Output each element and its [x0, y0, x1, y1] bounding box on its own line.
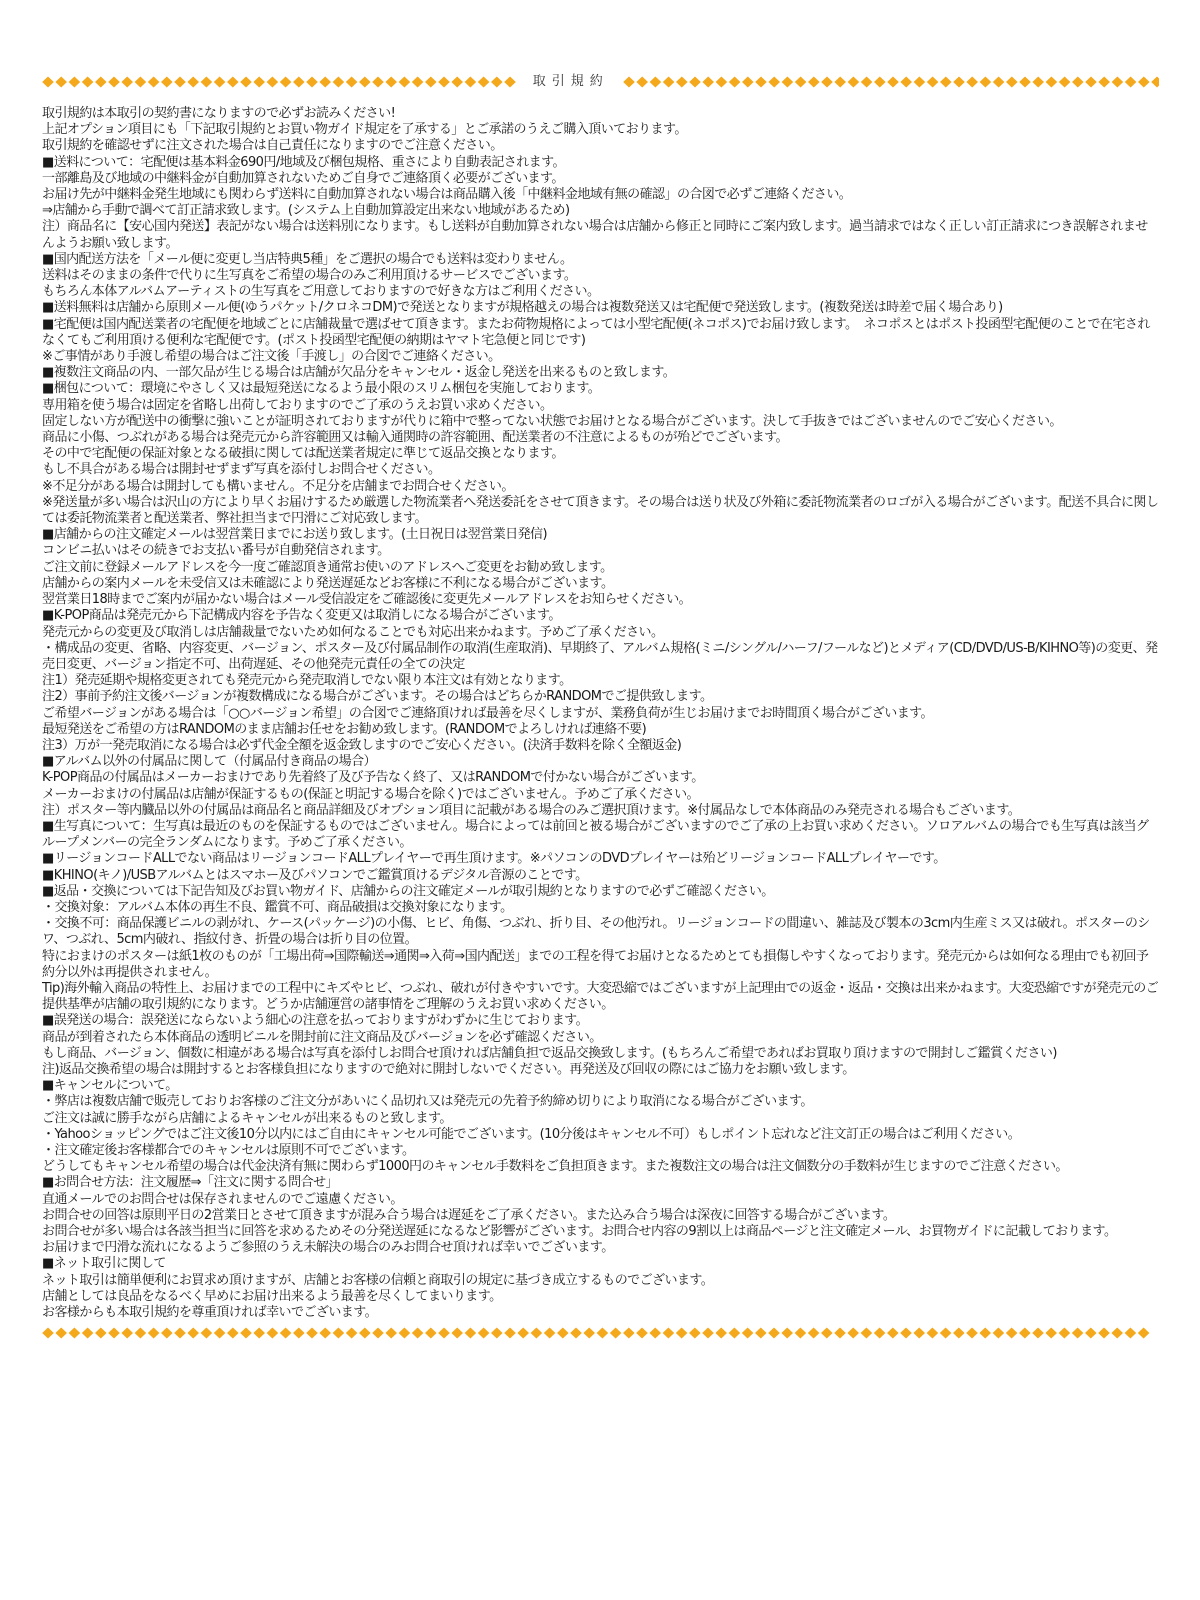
terms-paragraph: K-POP商品の付属品はメーカーおまけであり先着終了及び予告なく終了、又はRANDOMで付かない場合がございます。 — [42, 770, 704, 786]
terms-paragraph: どうしてもキャンセル希望の場合は代金決済有無に関わらず1000円のキャンセル手数料をご負担頂きます。また複数注文の場合は注文個数分の手数料が生じますのでご注意ください。 — [42, 1159, 1068, 1175]
terms-paragraph: 特におまけのポスターは紙1枚のものが「工場出荷⇒国際輸送⇒通関⇒入荷⇒国内配送」までの工程を得てお届けとなるためとても損傷しやすくなっております。発売元からは如何なる理由でも初回予約分以外は再提供されません。 — [42, 948, 1149, 980]
terms-paragraph: ■送料について：宅配便は基本料金690円/地域及び梱包規格、重さにより自動表記されます。 — [42, 154, 565, 170]
section-header — [42, 70, 1159, 94]
terms-paragraph: ■リージョンコードALLでない商品はリージョンコードALLプレイヤーで再生頂けます。※パソコンのDVDプレイヤーは殆どリージョンコードALLプレイヤーです。 — [42, 851, 946, 867]
terms-paragraph: お客様からも本取引規約を尊重頂ければ幸いでございます。 — [42, 1305, 378, 1321]
terms-paragraph: ■キャンセルについて。 — [42, 1078, 178, 1094]
terms-paragraph: ご希望バージョンがある場合は「○○バージョン希望」の合図でご連絡頂ければ最善を尽くしますが、業務負荷が生じお届けまでお時間頂く場合がございます。 — [42, 705, 934, 721]
terms-paragraph: お届け先が中継料金発生地域にも関わらず送料に自動加算されない場合は商品購入後「中継料金地域有無の確認」の合図で必ずご連絡ください。 — [42, 187, 852, 203]
terms-paragraph: ・Yahooショッピングではご注文後10分以内にはご自由にキャンセル可能でございます。(10分後はキャンセル不可）もしポイント忘れなど注文訂正の場合はご利用ください。 — [42, 1126, 1021, 1142]
terms-paragraph: ■店舗からの注文確定メールは翌営業日までにお送り致します。(土日祝日は翌営業日発信) — [42, 527, 548, 543]
terms-document — [42, 70, 1159, 1339]
terms-paragraph: ■複数注文商品の内、一部欠品が生じる場合は店舗が欠品分をキャンセル・返金し発送を出来るものと致します。 — [42, 365, 676, 381]
terms-paragraph: ⇒店舗から手動で調べて訂正請求致します。(システム上自動加算設定出来ない地域があるため) — [42, 203, 570, 219]
terms-paragraph: 商品に小傷、つぶれがある場合は発売元から許容範囲又は輸入通関時の許容範囲、配送業者の不注意によるものが殆どでございます。 — [42, 430, 788, 446]
terms-paragraph: 注)返品交換希望の場合は開封するとお客様負担になりますので絶対に開封しないでください。再発送及び回収の際にはご協力をお願い致します。 — [42, 1061, 855, 1077]
terms-paragraph: 直通メールでのお問合せは保存されませんのでご遠慮ください。 — [42, 1191, 403, 1207]
terms-paragraph: 注）商品名に【安心国内発送】表記がない場合は送料別になります。もし送料が自動加算されない場合は店舗から修正と同時にご案内致します。過当請求ではなく正しい訂正請求につき誤解されませんようお願い致します。 — [42, 219, 1148, 251]
terms-paragraph: 注）ポスター等内臓品以外の付属品は商品名と商品詳細及びオプション項目に記載がある場合のみご選択頂けます。※付属品なしで本体商品のみ発売される場合もございます。 — [42, 802, 1021, 818]
terms-paragraph: ※ご事情があり手渡し希望の場合はご注文後「手渡し」の合図でご連絡ください。 — [42, 349, 501, 365]
terms-paragraph: ・注文確定後お客様都合でのキャンセルは原則不可でございます。 — [42, 1143, 415, 1158]
terms-paragraph: 店舗からの案内メールを未受信又は未確認により発送遅延などお客様に不利になる場合がございます。 — [42, 575, 614, 591]
terms-paragraph: 取引規約を確認せずに注文された場合は自己責任になりますのでご注意ください。 — [42, 138, 503, 154]
terms-paragraph: 専用箱を使う場合は固定を省略し出荷しておりますのでご了承のうえお買い求めください。 — [42, 397, 553, 413]
terms-paragraph: ※発送量が多い場合は沢山の方により早くお届けするため厳選した物流業者へ発送委託をさせて頂きます。その場合は送り状及び外箱に委託物流業者のロゴが入る場合がございます。配送不具合に関しては委託物流業者と配送業者、弊社担当まで円滑にご対応致します。 — [42, 494, 1159, 527]
terms-paragraph: ※不足分がある場合は開封しても構いません。不足分を店舗までお問合せください。 — [42, 478, 514, 494]
terms-paragraph: お問合せが多い場合は各該当担当に回答を求めるためその分発送遅延になるなど影響がございます。お問合せ内容の9割以上は商品ページと注文確定メール、お買物ガイドに記載しております。 — [42, 1224, 1117, 1240]
terms-paragraph: Tip)海外輸入商品の特性上、お届けまでの工程中にキズやヒビ、つぶれ、破れが付きやすいです。大変恐縮ではございますが上記理由での返金・返品・交換は出来かねます。大変恐縮ですが発売元のご提供基準が店舗の取引規約になります。どうか店舗運営の諸事情をご理解のうえお買い求めください。 — [42, 980, 1159, 1013]
terms-body — [42, 106, 1159, 1321]
terms-paragraph: 送料はそのままの条件で代りに生写真をご希望の場合のみご利用頂けるサービスでございます。 — [42, 268, 577, 284]
terms-paragraph: 注3）万が一発売取消になる場合は必ず代金全額を返金致しますのでご安心ください。(決済手数料を除く全額返金) — [42, 737, 682, 753]
terms-paragraph: もちろん本体アルバムアーティストの生写真をご用意しておりますので好きな方はご利用ください。 — [42, 284, 600, 300]
terms-paragraph: ■K-POP商品は発売元から下記構成内容を予告なく変更又は取消しになる場合がございます。 — [42, 608, 561, 624]
terms-paragraph: 固定しない方が配送中の衝撃に強いことが証明されておりますが代りに箱中で整ってない状態でお届けとなる場合がございます。決して手抜きではございませんのでご安心ください。 — [42, 413, 1062, 429]
terms-paragraph: その中で宅配便の保証対象となる破損に関しては配送業者規定に準じて返品交換となります。 — [42, 446, 564, 462]
terms-paragraph: コンビニ払いはその続きでお支払い番号が自動発信されます。 — [42, 543, 390, 559]
terms-paragraph: 注2）事前予約注文後バージョンが複数構成になる場合がございます。その場合はどちらかRANDOMでご提供致します。 — [42, 689, 713, 705]
terms-paragraph: 注1）発売延期や規格変更されても発売元から発売取消しでない限り本注文は有効となります。 — [42, 673, 572, 689]
terms-paragraph: お問合せの回答は原則平日の2営業日とさせて頂きますが混み合う場合は遅延をご了承ください。また込み合う場合は深夜に回答する場合がございます。 — [42, 1207, 896, 1223]
terms-paragraph: ネット取引は簡単便利にお買求め頂けますが、店舗とお客様の信頼と商取引の規定に基づき成立するものでございます。 — [42, 1272, 714, 1288]
terms-paragraph: ■KHINO(キノ)/USBアルバムとはスマホー及びパソコンでご鑑賞頂けるデジタル音源のことです。 — [42, 867, 588, 883]
terms-paragraph: 翌営業日18時までご案内が届かない場合はメール受信設定をご確認後に変更先メールアドレスをお知らせください。 — [42, 592, 692, 608]
diamond-border-bottom — [42, 1327, 1159, 1339]
terms-paragraph: 店舗としては良品をなるべく早めにお届け出来るよう最善を尽くしてまいります。 — [42, 1288, 502, 1304]
terms-paragraph: ・交換不可：商品保護ビニルの剥がれ、ケース(パッケージ)の小傷、ヒビ、角傷、つぶれ、折り目、その他汚れ。リージョンコードの間違い、雑誌及び製本の3cm内生産ミス又は破れ。ポスターのシワ、つぶれ、5cm内破れ、指紋付き、折畳の場合は折り目の位置。 — [42, 916, 1150, 948]
terms-paragraph: ■送料無料は店舗から原則メール便(ゆうパケット/クロネコDM)で発送となりますが規格越えの場合は複数発送又は宅配便で発送致します。(複数発送は時差で届く場合あり) — [42, 300, 1003, 316]
terms-paragraph: ■国内配送方法を「メール便に変更し当店特典5種」をご選択の場合でも送料は変わりません。 — [42, 251, 573, 267]
terms-paragraph: ・交換対象：アルバム本体の再生不良、鑑賞不可、商品破損は交換対象になります。 — [42, 899, 513, 915]
diamond-border-left — [42, 76, 519, 88]
diamond-border-right — [623, 76, 1159, 88]
diamond-pattern-icon — [42, 76, 519, 88]
terms-paragraph: 発売元からの変更及び取消しは店舗裁量でないため如何なることでも対応出来かねます。予めご了承ください。 — [42, 624, 664, 640]
terms-paragraph: ■梱包について：環境にやさしく又は最短発送になるよう最小限のスリム梱包を実施しております。 — [42, 381, 601, 397]
terms-paragraph: 取引規約は本取引の契約書になりますので必ずお読みください! — [42, 106, 396, 121]
terms-paragraph: ■お問合せ方法：注文履歴⇒「注文に関する問合せ」 — [42, 1175, 338, 1191]
terms-paragraph: 最短発送をご希望の方はRANDOMのまま店舗お任せをお勧め致します。(RANDOMでよろしければ連絡不要) — [42, 721, 647, 737]
terms-paragraph: ご注文前に登録メールアドレスを今一度ご確認頂き通常お使いのアドレスへご変更をお勧め致します。 — [42, 559, 613, 575]
terms-paragraph: メーカーおまけの付属品は店舗が保証するもの(保証と明記する場合を除く)ではございません。予めご了承ください。 — [42, 786, 699, 802]
terms-paragraph: お届けまで円滑な流れになるようご参照のうえ未解決の場合のみお問合せ頂ければ幸いでございます。 — [42, 1240, 614, 1256]
terms-paragraph: もし商品、バージョン、個数に相違がある場合は写真を添付しお問合せ頂ければ店舗負担で返品交換致します。(もちろんご希望であればお買取り頂けますので開封しご鑑賞ください) — [42, 1045, 1057, 1061]
terms-paragraph: 一部離島及び地域の中継料金が自動加算されないためご自身でご連絡頂く必要がございます。 — [42, 170, 564, 186]
terms-paragraph: ■ネット取引に関して — [42, 1256, 166, 1272]
terms-paragraph: ■生写真について：生写真は最近のものを保証するものではございません。場合によっては前回と被る場合がございますのでご了承の上お買い求めください。ソロアルバムの場合でも生写真は該当グループメンバーの完全ランダムになります。予めご了承ください。 — [42, 818, 1149, 851]
terms-paragraph: ■返品・交換については下記告知及びお買い物ガイド、店舗からの注文確定メールが取引規約となりますので必ずご確認ください。 — [42, 883, 774, 899]
terms-paragraph: ■アルバム以外の付属品に関して（付属品付き商品の場合） — [42, 754, 377, 770]
diamond-pattern-icon — [623, 76, 1159, 88]
terms-paragraph: ・弊店は複数店舗で販売しておりお客様のご注文分があいにく品切れ又は発売元の先着予約締め切りにより取消になる場合がございます。 — [42, 1094, 813, 1110]
section-title: 取引規約 — [532, 74, 609, 89]
terms-paragraph: ・構成品の変更、省略、内容変更、バージョン、ポスター及び付属品制作の取消(生産取消)、早期終了、アルバム規格(ミニ/シングル/ハーフ/フールなど)とメディア(CD/DVD/US-B/KIHNO等)の変更、発売日変更、バージョン指定不可、出荷遅延、その他発売元責任の全ての決定 — [42, 640, 1158, 672]
terms-paragraph: ■誤発送の場合：誤発送にならないよう細心の注意を払っておりますがわずかに生じております。 — [42, 1013, 589, 1029]
terms-paragraph: もし不具合がある場合は開封せずまず写真を添付しお問合せください。 — [42, 462, 441, 478]
diamond-pattern-icon — [42, 1327, 1159, 1339]
terms-paragraph: 商品が到着されたら本体商品の透明ビニルを開封前に注文商品及びバージョンを必ず確認ください。 — [42, 1029, 602, 1045]
terms-paragraph: ■宅配便は国内配送業者の宅配便を地域ごとに店舗裁量で選ばせて頂きます。またお荷物規格によっては小型宅配便(ネコポス)でお届け致します。 ネコポスとはポスト投函型宅配便のことで在宅されなくてもご利用頂ける便利な宅配便です。(ポスト投函型宅配便の納期はヤマト宅急便と同じです) — [42, 316, 1150, 348]
terms-paragraph: ご注文は誠に勝手ながら店舗によるキャンセルが出来るものと致します。 — [42, 1110, 452, 1126]
terms-paragraph: 上記オプション項目にも「下記取引規約とお買い物ガイド規定を了承する」とご承諾のうえご購入頂いております。 — [42, 122, 687, 138]
